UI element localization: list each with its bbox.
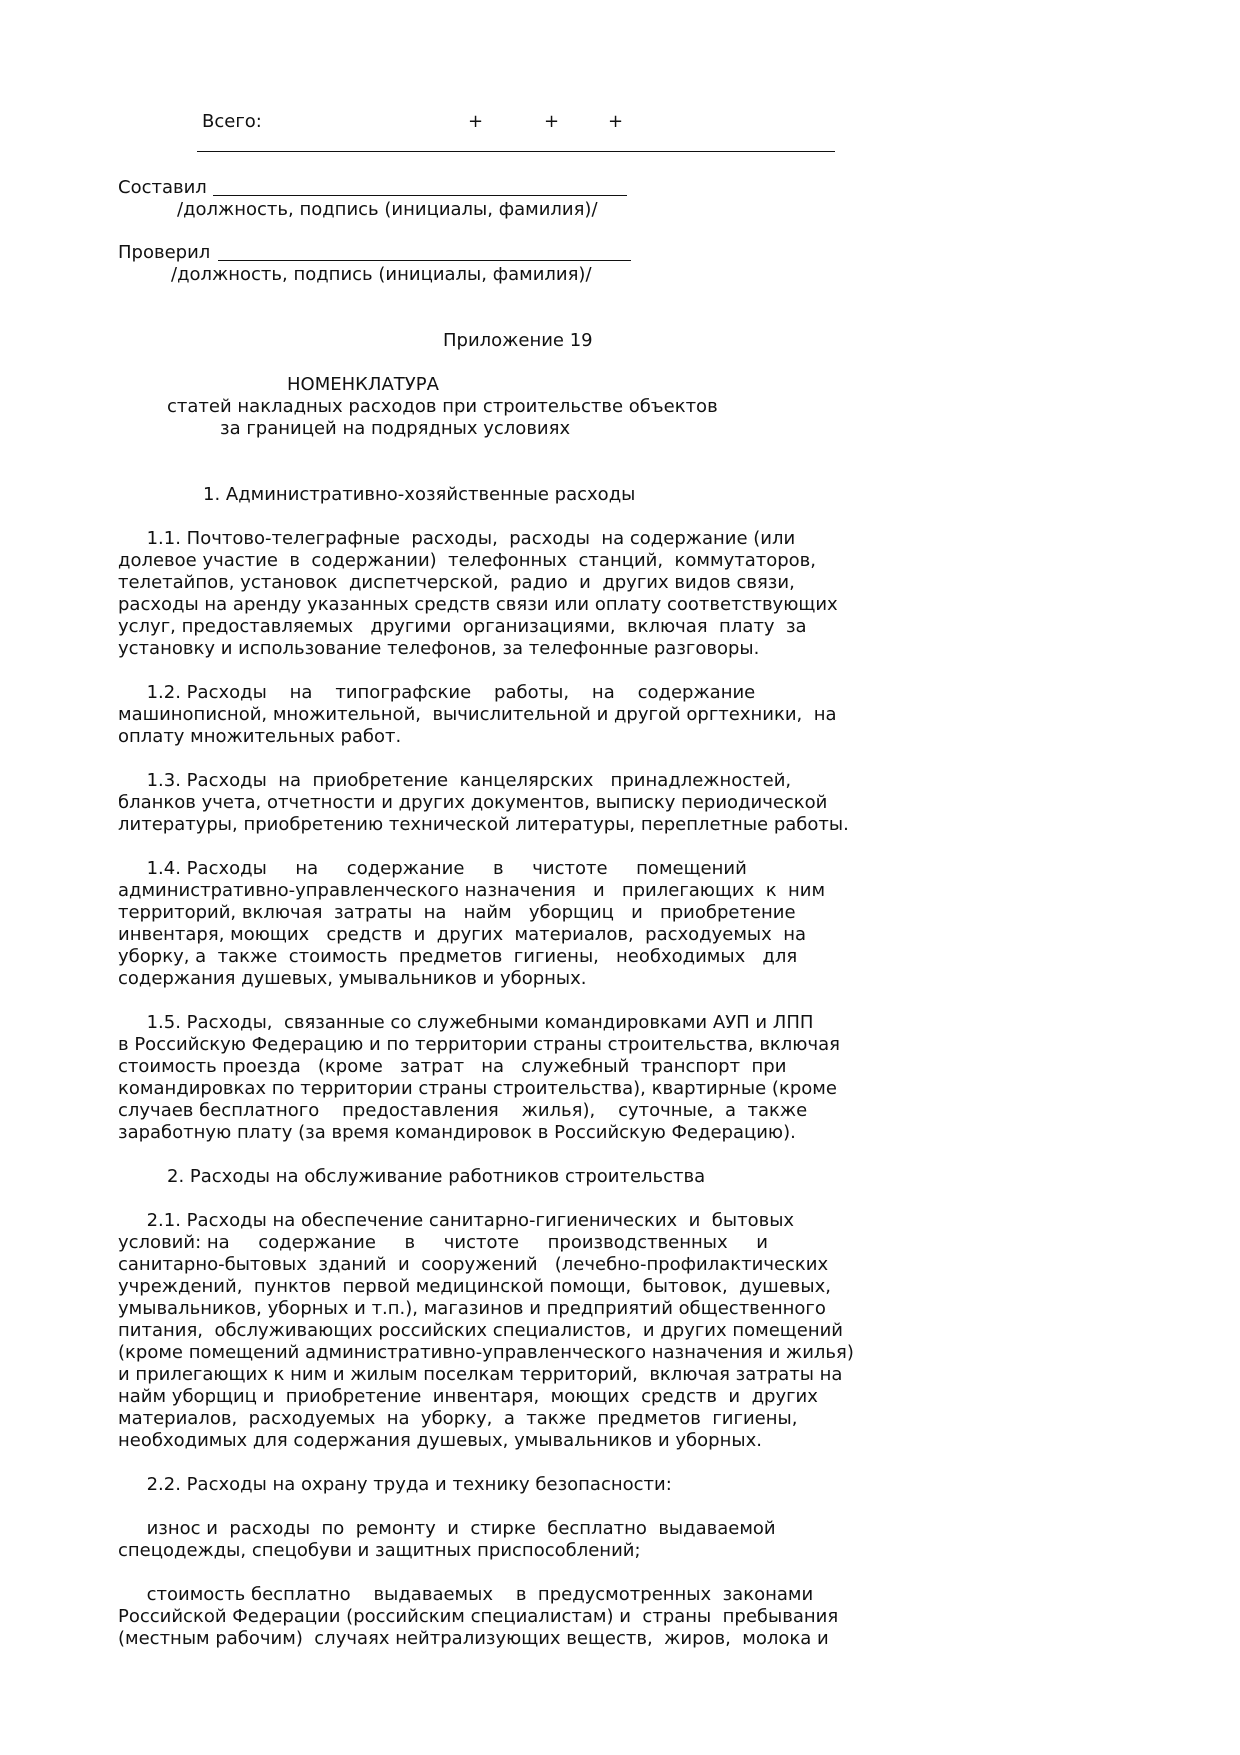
paragraph-line: случаев бесплатного предоставления жилья), суточные, а также bbox=[118, 1100, 808, 1121]
paragraph-2-2 bbox=[118, 1474, 882, 1496]
paragraph-line: в Российскую Федерацию и по территории страны строительства, включая bbox=[118, 1034, 840, 1055]
paragraph-1-5 bbox=[118, 1012, 882, 1144]
paragraph-line: умывальников, уборных и т.п.), магазинов и предприятий общественного bbox=[118, 1298, 826, 1319]
total-plus-2: + bbox=[544, 111, 560, 132]
section-2-heading: 2. Расходы на обслуживание работников строительства bbox=[167, 1166, 706, 1187]
document-subtitle-line-2: за границей на подрядных условиях bbox=[220, 418, 571, 439]
total-plus-3: + bbox=[608, 111, 624, 132]
paragraph-line: расходы на аренду указанных средств связи или оплату соответствующих bbox=[118, 594, 838, 615]
paragraph-line: стоимость бесплатно выдаваемых в предусмотренных законами bbox=[118, 1584, 814, 1605]
document-subtitle-line-1: статей накладных расходов при строительстве объектов bbox=[167, 396, 718, 417]
paragraph-line: установку и использование телефонов, за телефонные разговоры. bbox=[118, 638, 760, 659]
paragraph-line: материалов, расходуемых на уборку, а также предметов гигиены, bbox=[118, 1408, 798, 1429]
paragraph-line: стоимость проезда (кроме затрат на служебный транспорт при bbox=[118, 1056, 787, 1077]
paragraph-line: учреждений, пунктов первой медицинской помощи, бытовок, душевых, bbox=[118, 1276, 831, 1297]
paragraph-line: 1.3. Расходы на приобретение канцелярских принадлежностей, bbox=[118, 770, 792, 791]
total-underline bbox=[197, 151, 835, 152]
checked-caption: /должность, подпись (инициалы, фамилия)/ bbox=[171, 264, 592, 285]
document-title: НОМЕНКЛАТУРА bbox=[287, 374, 439, 395]
paragraph-line: содержания душевых, умывальников и уборных. bbox=[118, 968, 587, 989]
paragraph-line: машинописной, множительной, вычислительной и другой оргтехники, на bbox=[118, 704, 837, 725]
paragraph-line: (кроме помещений административно-управленческого назначения и жилья) bbox=[118, 1342, 854, 1363]
paragraph-2-2-a bbox=[118, 1518, 882, 1562]
paragraph-line: Российской Федерации (российским специалистам) и страны пребывания bbox=[118, 1606, 839, 1627]
paragraph-line: спецодежды, спецобуви и защитных приспособлений; bbox=[118, 1540, 641, 1561]
paragraph-line: заработную плату (за время командировок в Российскую Федерацию). bbox=[118, 1122, 796, 1143]
paragraph-line: (местным рабочим) случаях нейтрализующих веществ, жиров, молока и bbox=[118, 1628, 829, 1649]
total-label: Всего: bbox=[202, 111, 262, 132]
checked-signature-line bbox=[218, 260, 631, 261]
paragraph-line: 1.1. Почтово-телеграфные расходы, расходы на содержание (или bbox=[118, 528, 796, 549]
paragraph-line: услуг, предоставляемых другими организациями, включая плату за bbox=[118, 616, 807, 637]
paragraph-2-2-b bbox=[118, 1584, 882, 1650]
paragraph-line: найм уборщиц и приобретение инвентаря, моющих средств и других bbox=[118, 1386, 818, 1407]
paragraph-1-4 bbox=[118, 858, 882, 990]
paragraph-line: оплату множительных работ. bbox=[118, 726, 402, 747]
compiled-label: Составил bbox=[118, 177, 207, 198]
paragraph-line: износ и расходы по ремонту и стирке бесплатно выдаваемой bbox=[118, 1518, 776, 1539]
paragraph-line: санитарно-бытовых зданий и сооружений (лечебно-профилактических bbox=[118, 1254, 829, 1275]
appendix-label: Приложение 19 bbox=[443, 330, 593, 351]
paragraph-line: питания, обслуживающих российских специалистов, и других помещений bbox=[118, 1320, 844, 1341]
paragraph-line: литературы, приобретению технической литературы, переплетные работы. bbox=[118, 814, 849, 835]
paragraph-line: телетайпов, установок диспетчерской, радио и других видов связи, bbox=[118, 572, 795, 593]
compiled-caption: /должность, подпись (инициалы, фамилия)/ bbox=[177, 199, 598, 220]
checked-label: Проверил bbox=[118, 242, 211, 263]
paragraph-line: и прилегающих к ним и жилым поселкам территорий, включая затраты на bbox=[118, 1364, 843, 1385]
paragraph-line: командировках по территории страны строительства), квартирные (кроме bbox=[118, 1078, 837, 1099]
paragraph-line: необходимых для содержания душевых, умывальников и уборных. bbox=[118, 1430, 762, 1451]
paragraph-line: уборку, а также стоимость предметов гигиены, необходимых для bbox=[118, 946, 798, 967]
compiled-signature-line bbox=[213, 195, 627, 196]
paragraph-line: долевое участие в содержании) телефонных станций, коммутаторов, bbox=[118, 550, 817, 571]
paragraph-1-2 bbox=[118, 682, 882, 748]
paragraph-line: бланков учета, отчетности и других документов, выписку периодической bbox=[118, 792, 828, 813]
paragraph-line: 1.5. Расходы, связанные со служебными командировками АУП и ЛПП bbox=[118, 1012, 814, 1033]
paragraph-line: административно-управленческого назначения и прилегающих к ним bbox=[118, 880, 826, 901]
paragraph-2-1 bbox=[118, 1210, 882, 1452]
paragraph-line: 2.2. Расходы на охрану труда и технику безопасности: bbox=[118, 1474, 672, 1495]
paragraph-1-3 bbox=[118, 770, 882, 836]
paragraph-line: 2.1. Расходы на обеспечение санитарно-гигиенических и бытовых bbox=[118, 1210, 795, 1231]
paragraph-line: 1.4. Расходы на содержание в чистоте помещений bbox=[118, 858, 747, 879]
paragraph-line: инвентаря, моющих средств и других материалов, расходуемых на bbox=[118, 924, 807, 945]
paragraph-line: 1.2. Расходы на типографские работы, на содержание bbox=[118, 682, 756, 703]
total-plus-1: + bbox=[468, 111, 484, 132]
paragraph-line: условий: на содержание в чистоте производственных и bbox=[118, 1232, 768, 1253]
paragraph-1-1 bbox=[118, 528, 882, 660]
section-1-heading: 1. Административно-хозяйственные расходы bbox=[203, 484, 636, 505]
paragraph-line: территорий, включая затраты на найм уборщиц и приобретение bbox=[118, 902, 796, 923]
